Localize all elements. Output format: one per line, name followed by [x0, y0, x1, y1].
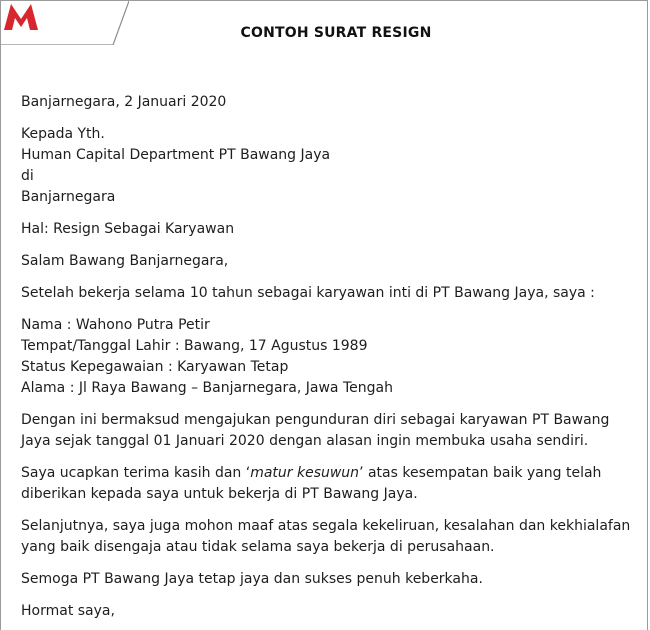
identity-line-address: Alama : Jl Raya Bawang – Banjarnegara, Jawa Tengah [21, 380, 393, 396]
resign-text: Dengan ini bermaksud mengajukan pengunduran diri sebagai karyawan PT Bawang Jaya sejak tanggal 01 Januari 2020 dengan alasan ingin membuka usaha sendiri. [21, 412, 610, 449]
intro-text: Setelah bekerja selama 10 tahun sebagai karyawan inti di PT Bawang Jaya, saya : [21, 285, 595, 301]
date-line [21, 92, 636, 113]
wish-paragraph [21, 569, 636, 590]
letter-body [21, 92, 636, 622]
thanks-paragraph [21, 463, 636, 505]
thanks-text-italic: matur kesuwun [250, 465, 360, 481]
recipient-block [21, 124, 636, 208]
apology-text: Selanjutnya, saya juga mohon maaf atas segala kekeliruan, kesalahan dan kekhialafan yang baik disengaja atau tidak selama saya bekerja di perusahaan. [21, 518, 631, 555]
thanks-text-before: Saya ucapkan terima kasih dan ‘ [21, 465, 251, 481]
greeting-text: Salam Bawang Banjarnegara, [21, 253, 229, 269]
identity-line-status: Status Kepegawaian : Karyawan Tetap [21, 359, 289, 375]
recipient-line: di [21, 168, 34, 184]
identity-line-birth: Tempat/Tanggal Lahir : Bawang, 17 Agustus 1989 [21, 338, 368, 354]
m-logo-icon [1, 1, 41, 33]
greeting [21, 251, 636, 272]
closing [21, 601, 636, 622]
subject-text: Hal: Resign Sebagai Karyawan [21, 221, 235, 237]
intro-paragraph [21, 283, 636, 304]
subject-line [21, 219, 636, 240]
document-title: CONTOH SURAT RESIGN [240, 25, 432, 41]
date-text: Banjarnegara, 2 Januari 2020 [21, 94, 227, 110]
identity-block [21, 315, 636, 399]
recipient-line: Banjarnegara [21, 189, 116, 205]
identity-line-name: Nama : Wahono Putra Petir [21, 317, 210, 333]
wish-text: Semoga PT Bawang Jaya tetap jaya dan sukses penuh keberkaha. [21, 571, 483, 587]
resign-paragraph [21, 410, 636, 452]
recipient-line: Kepada Yth. [21, 126, 105, 142]
apology-paragraph [21, 516, 636, 558]
thanks-text-after: ’ atas kesempatan baik yang telah diberikan kepada saya untuk bekerja di PT Bawang Jaya. [21, 465, 602, 502]
recipient-line: Human Capital Department PT Bawang Jaya [21, 147, 331, 163]
logo-tab [1, 1, 129, 45]
closing-text: Hormat saya, [21, 603, 115, 619]
